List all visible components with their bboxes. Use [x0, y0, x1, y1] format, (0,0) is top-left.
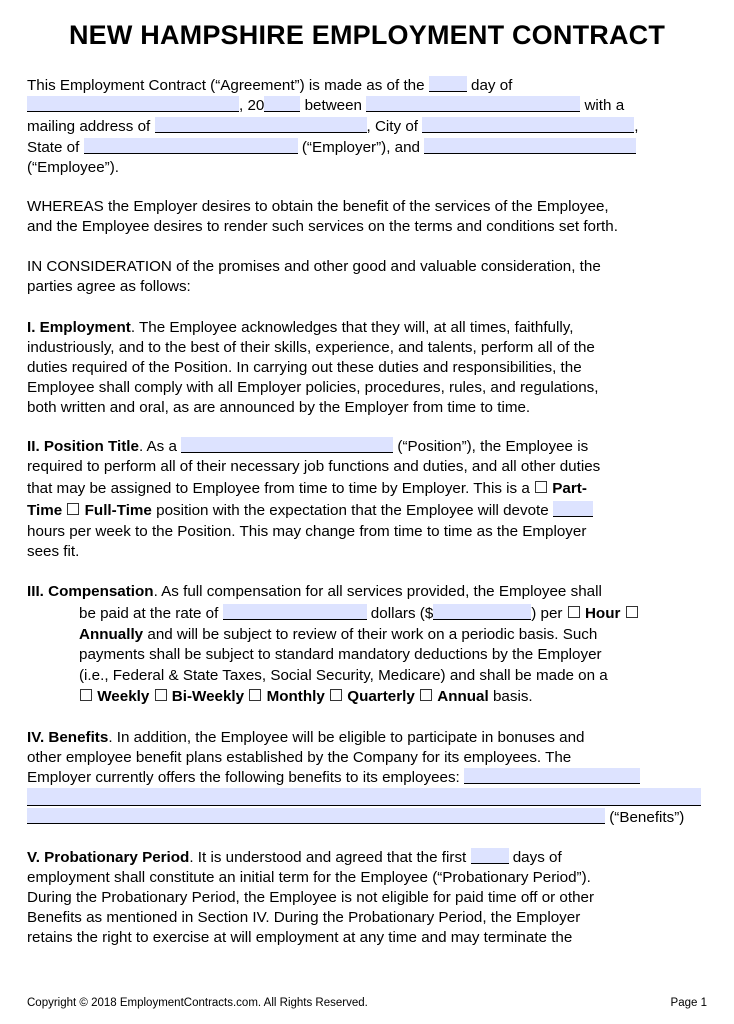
- position-line-1: II. Position Title. As a (“Position”), the Employee is: [27, 438, 589, 455]
- hour-checkbox[interactable]: [568, 606, 580, 618]
- full-time-checkbox[interactable]: [67, 503, 79, 515]
- compensation-line-5: (i.e., Federal & State Taxes, Social Security, Medicare) and shall be made on a: [79, 667, 608, 684]
- employment-line-4: Employee shall comply with all Employer policies, procedures, rules, and regulations,: [27, 379, 599, 396]
- position-line-5: hours per week to the Position. This may change from time to time as the Employer: [27, 523, 587, 540]
- annually-checkbox[interactable]: [626, 606, 638, 618]
- employer-state-field[interactable]: [84, 138, 298, 154]
- benefits-field-1[interactable]: [464, 768, 640, 784]
- position-line-4: Time Full-Time position with the expectation that the Employee will devote: [27, 501, 593, 521]
- compensation-line-4: payments shall be subject to standard mandatory deductions by the Employer: [79, 646, 602, 663]
- compensation-line-1: III. Compensation. As full compensation for all services provided, the Employee shall: [27, 583, 602, 600]
- hours-per-week-field[interactable]: [553, 501, 593, 517]
- pay-rate-words-field[interactable]: [223, 604, 367, 620]
- employer-city-field[interactable]: [422, 117, 634, 133]
- intro-line-5: (“Employee”).: [27, 159, 119, 176]
- document-title: NEW HAMPSHIRE EMPLOYMENT CONTRACT: [68, 20, 666, 50]
- employer-address-field[interactable]: [155, 117, 367, 133]
- probation-days-field[interactable]: [471, 848, 509, 864]
- employee-name-field[interactable]: [424, 138, 636, 154]
- position-line-3: that may be assigned to Employee from time to time by Employer. This is a Part-: [27, 480, 587, 497]
- probation-heading: V. Probationary Period: [27, 849, 190, 866]
- probation-line-3: During the Probationary Period, the Employee is not eligible for paid time off or other: [27, 889, 595, 906]
- benefits-line-1: IV. Benefits. In addition, the Employee will be eligible to participate in bonuses and: [27, 729, 585, 746]
- benefits-line-5: (“Benefits”): [27, 808, 684, 828]
- employment-heading: I. Employment: [27, 319, 131, 336]
- footer-page-number: Page 1: [670, 997, 707, 1009]
- monthly-checkbox[interactable]: [249, 689, 261, 701]
- probation-line-1: V. Probationary Period. It is understood and agreed that the first days of: [27, 849, 562, 866]
- quarterly-checkbox[interactable]: [330, 689, 342, 701]
- biweekly-checkbox[interactable]: [155, 689, 167, 701]
- employment-line-3: duties required of the Position. In carrying out these duties and responsibilities, the: [27, 359, 582, 376]
- probation-line-2: employment shall constitute an initial term for the Employee (“Probationary Period”).: [27, 869, 591, 886]
- consideration-line-2: parties agree as follows:: [27, 278, 191, 295]
- intro-line-4: State of (“Employer”), and: [27, 138, 636, 158]
- benefits-field-3[interactable]: [27, 808, 605, 824]
- compensation-line-3: Annually and will be subject to review of their work on a periodic basis. Such: [79, 626, 598, 643]
- benefits-line-2: other employee benefit plans established by the Company for its employees. The: [27, 749, 572, 766]
- compensation-heading: III. Compensation: [27, 583, 154, 600]
- year-field[interactable]: [264, 96, 300, 112]
- employer-name-field[interactable]: [366, 96, 580, 112]
- part-time-checkbox[interactable]: [535, 481, 547, 493]
- employment-line-2: industriously, and to the best of their skills, experience, and talents, perform all of the: [27, 339, 595, 356]
- intro-line-3: mailing address of , City of ,: [27, 118, 639, 135]
- employment-line-5: both written and oral, as are announced by the Employer from time to time.: [27, 399, 531, 416]
- position-line-2: required to perform all of their necessary job functions and duties, and all other duties: [27, 458, 601, 475]
- position-title-field[interactable]: [181, 437, 393, 453]
- compensation-line-6: Weekly Bi-Weekly Monthly Quarterly Annual basis.: [79, 687, 533, 707]
- employment-line-1: I. Employment. The Employee acknowledges that they will, at all times, faithfully,: [27, 319, 574, 336]
- position-heading: II. Position Title: [27, 438, 139, 455]
- whereas-line-2: and the Employee desires to render such services on the terms and conditions set forth.: [27, 218, 618, 235]
- whereas-line-1: WHEREAS the Employer desires to obtain the benefit of the services of the Employee,: [27, 198, 609, 215]
- pay-rate-amount-field[interactable]: [433, 604, 531, 620]
- intro-line-1: This Employment Contract (“Agreement”) is made as of the day of: [27, 77, 513, 94]
- benefits-field-2[interactable]: [27, 788, 701, 806]
- annual-checkbox[interactable]: [420, 689, 432, 701]
- day-field[interactable]: [429, 76, 467, 92]
- benefits-line-3: Employer currently offers the following benefits to its employees:: [27, 768, 640, 788]
- footer-copyright: Copyright © 2018 EmploymentContracts.com. All Rights Reserved.: [27, 997, 368, 1009]
- benefits-heading: IV. Benefits: [27, 729, 109, 746]
- date-month-field[interactable]: [27, 96, 239, 112]
- consideration-line-1: IN CONSIDERATION of the promises and other good and valuable consideration, the: [27, 258, 601, 275]
- intro-line-2: , 20 between with a: [27, 96, 624, 116]
- compensation-line-2: be paid at the rate of dollars ($ ) per Hour: [79, 604, 639, 624]
- probation-line-5: retains the right to exercise at will employment at any time and may terminate the: [27, 929, 573, 946]
- weekly-checkbox[interactable]: [80, 689, 92, 701]
- position-line-6: sees fit.: [27, 543, 80, 560]
- probation-line-4: Benefits as mentioned in Section IV. During the Probationary Period, the Employer: [27, 909, 581, 926]
